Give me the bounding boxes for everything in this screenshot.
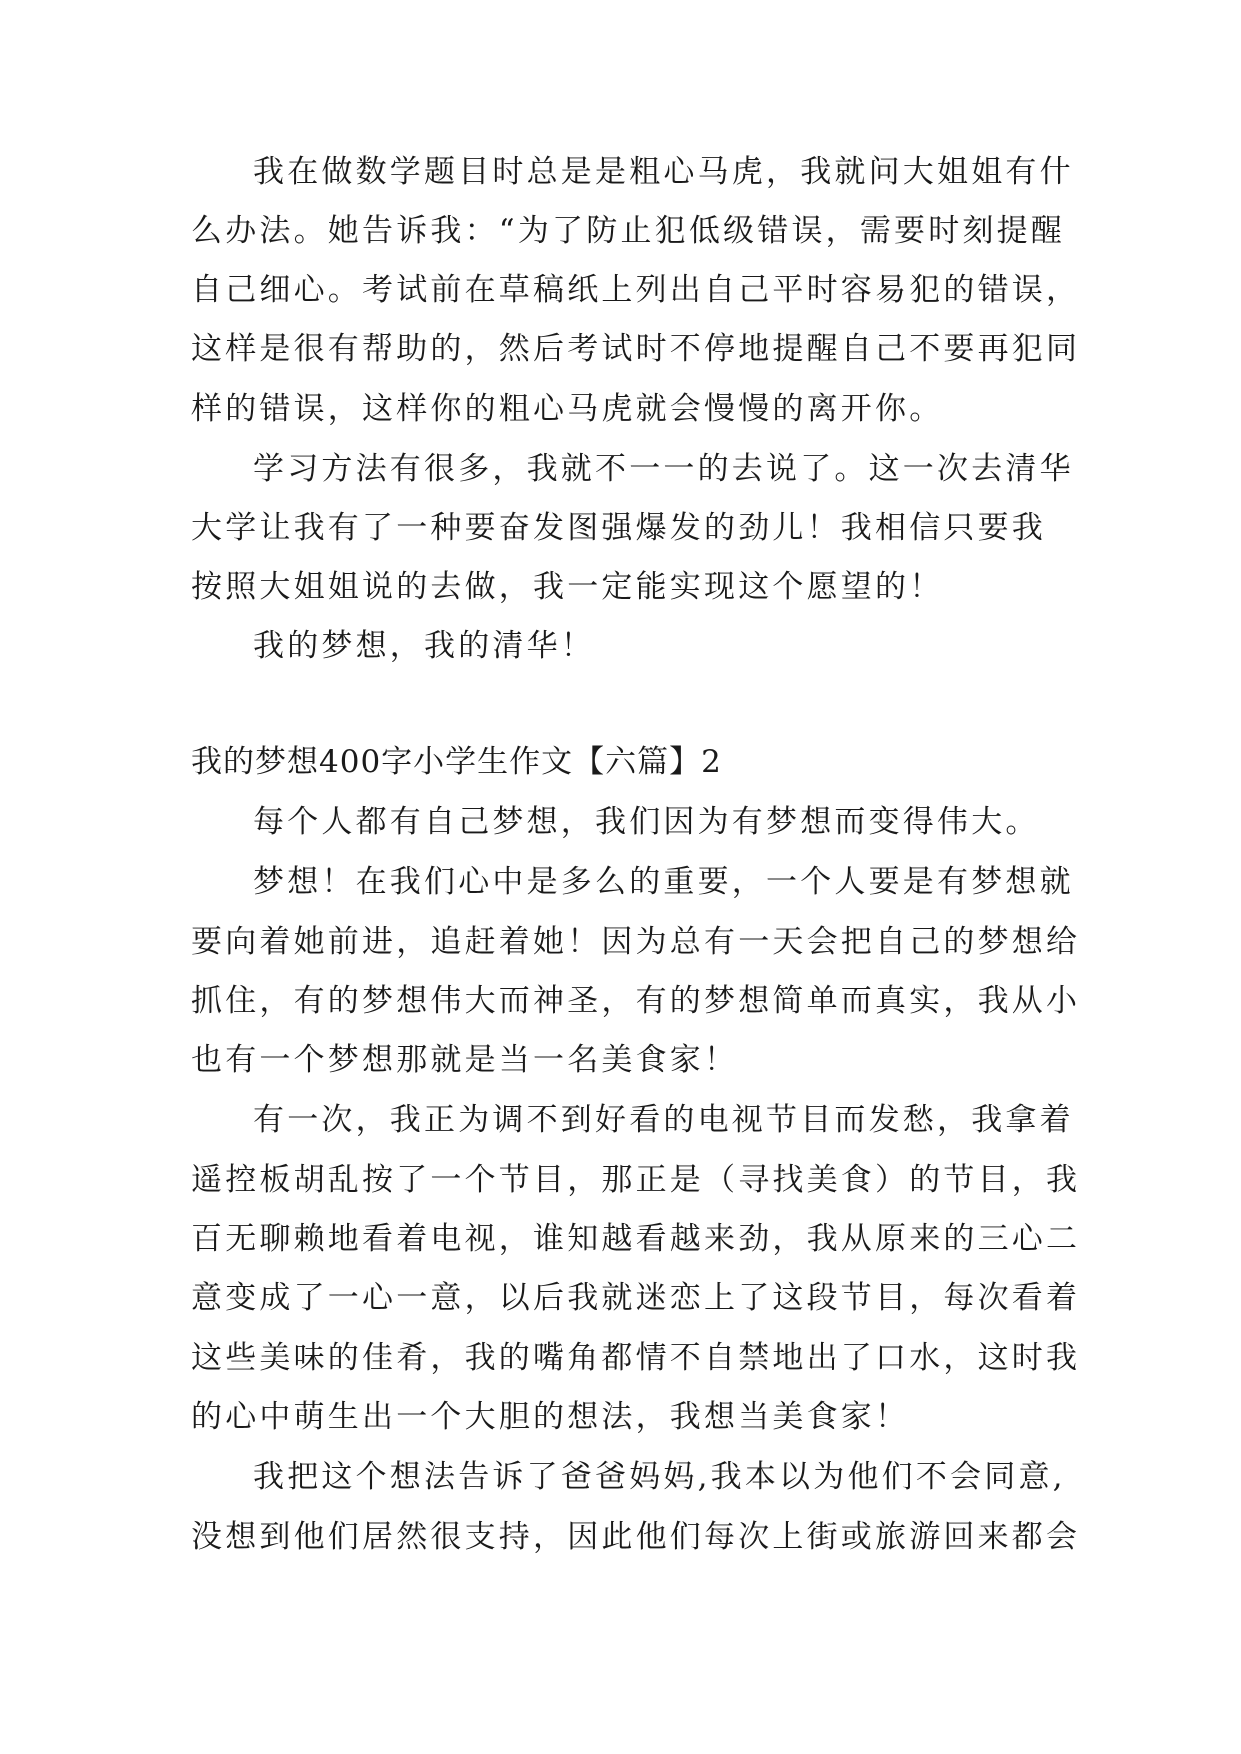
paragraph-line: 大学让我有了一种要奋发图强爆发的劲儿！我相信只要我 bbox=[191, 510, 1046, 546]
paragraph-line: 遥控板胡乱按了一个节目，那正是（寻找美食）的节目，我 bbox=[191, 1162, 1081, 1198]
paragraph-line: 这些美味的佳肴，我的嘴角都情不自禁地出了口水，这时我 bbox=[191, 1340, 1081, 1376]
paragraph-line: 百无聊赖地看着电视，谁知越看越来劲，我从原来的三心二 bbox=[191, 1221, 1081, 1257]
paragraph-line: 我的梦想，我的清华！ bbox=[253, 628, 595, 664]
paragraph-line: 么办法。她告诉我：“为了防止犯低级错误，需要时刻提醒 bbox=[191, 213, 1066, 249]
paragraph-line: 也有一个梦想那就是当一名美食家！ bbox=[191, 1042, 739, 1078]
paragraph-line: 每个人都有自己梦想，我们因为有梦想而变得伟大。 bbox=[253, 804, 1040, 840]
paragraph-line: 的心中萌生出一个大胆的想法，我想当美食家！ bbox=[191, 1399, 910, 1435]
paragraph-line: 没想到他们居然很支持，因此他们每次上街或旅游回来都会 bbox=[191, 1519, 1081, 1555]
section-heading: 我的梦想400字小学生作文【六篇】2 bbox=[191, 744, 722, 780]
paragraph-line: 自己细心。考试前在草稿纸上列出自己平时容易犯的错误， bbox=[191, 272, 1081, 308]
paragraph-line: 样的错误，这样你的粗心马虎就会慢慢的离开你。 bbox=[191, 391, 944, 427]
paragraph-line: 我把这个想法告诉了爸爸妈妈,我本以为他们不会同意, bbox=[253, 1459, 1066, 1495]
paragraph-line: 梦想！在我们心中是多么的重要，一个人要是有梦想就 bbox=[253, 864, 1074, 900]
paragraph-line: 学习方法有很多，我就不一一的去说了。这一次去清华 bbox=[253, 451, 1074, 487]
paragraph-line: 要向着她前进，追赶着她！因为总有一天会把自己的梦想给 bbox=[191, 924, 1081, 960]
paragraph-line: 意变成了一心一意，以后我就迷恋上了这段节目，每次看着 bbox=[191, 1280, 1081, 1316]
paragraph-line: 按照大姐姐说的去做，我一定能实现这个愿望的！ bbox=[191, 569, 944, 605]
paragraph-line: 我在做数学题目时总是是粗心马虎，我就问大姐姐有什 bbox=[253, 154, 1074, 190]
paragraph-line: 有一次，我正为调不到好看的电视节目而发愁，我拿着 bbox=[253, 1102, 1074, 1138]
paragraph-line: 这样是很有帮助的，然后考试时不停地提醒自己不要再犯同 bbox=[191, 331, 1081, 367]
paragraph-line: 抓住，有的梦想伟大而神圣，有的梦想简单而真实，我从小 bbox=[191, 983, 1081, 1019]
